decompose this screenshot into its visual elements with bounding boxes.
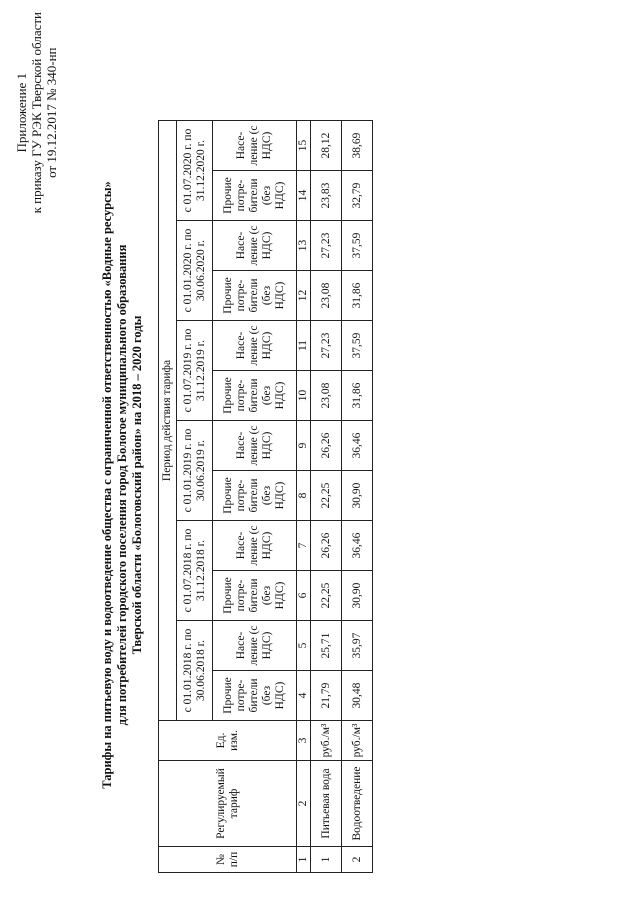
table-row [342, 121, 373, 873]
appendix-block [14, 12, 59, 213]
tariff-value: 27,23 [311, 221, 342, 271]
row-unit: руб./м³ [311, 721, 342, 761]
period-header: с 01.01.2020 г. по 30.06.2020 г. [177, 221, 213, 321]
column-number: 7 [297, 521, 311, 571]
tariff-value: 30,48 [342, 671, 373, 721]
tariff-value: 32,79 [342, 171, 373, 221]
tariff-value: 22,25 [311, 471, 342, 521]
column-number: 12 [297, 271, 311, 321]
subheader-population: Насе- ление (с НДС) [213, 221, 297, 271]
tariff-value: 38,69 [342, 121, 373, 171]
period-header: с 01.07.2020 г. по 31.12.2020 г. [177, 121, 213, 221]
tariff-value: 21,79 [311, 671, 342, 721]
column-number: 10 [297, 371, 311, 421]
row-number: 2 [342, 847, 373, 873]
subheader-other: Прочие потре- бители (без НДС) [213, 371, 297, 421]
tariff-value: 30,90 [342, 471, 373, 521]
title-line-2: для потребителей городского поселения город Бологое муниципального образования [115, 244, 129, 726]
tariffs-table [158, 120, 373, 873]
column-number: 3 [297, 721, 311, 761]
period-header: с 01.07.2018 г. по 31.12.2018 г. [177, 521, 213, 621]
header-period: Период действия тарифа [159, 121, 177, 721]
subheader-other: Прочие потре- бители (без НДС) [213, 471, 297, 521]
row-number: 1 [311, 847, 342, 873]
title-line-1: Тарифы на питьевую воду и водоотведение общества с ограниченной ответственностью «Водные ресурсы» [100, 181, 114, 789]
column-number: 1 [297, 847, 311, 873]
header-unit: Ед. изм. [159, 721, 297, 761]
tariff-value: 23,83 [311, 171, 342, 221]
subheader-population: Насе- ление (с НДС) [213, 521, 297, 571]
column-number: 6 [297, 571, 311, 621]
tariff-value: 37,59 [342, 221, 373, 271]
appendix-line-3: от 19.12.2017 № 340-нп [44, 47, 59, 178]
tariff-value: 31,86 [342, 371, 373, 421]
tariff-value: 26,26 [311, 421, 342, 471]
row-tariff-name: Водоотведение [342, 761, 373, 847]
tariff-value: 26,26 [311, 521, 342, 571]
tariff-value: 22,25 [311, 571, 342, 621]
tariff-value: 23,08 [311, 271, 342, 321]
appendix-line-2: к приказу ГУ РЭК Тверской области [29, 12, 44, 214]
tariff-value: 36,46 [342, 521, 373, 571]
tariff-value: 23,08 [311, 371, 342, 421]
tariff-value: 28,12 [311, 121, 342, 171]
column-number: 9 [297, 421, 311, 471]
column-number: 5 [297, 621, 311, 671]
title-line-3: Тверской области «Бологовский район» на 2018 – 2020 годы [130, 315, 144, 655]
column-number: 14 [297, 171, 311, 221]
subheader-population: Насе- ление (с НДС) [213, 121, 297, 171]
tariff-value: 36,46 [342, 421, 373, 471]
appendix-line-1: Приложение 1 [14, 72, 29, 153]
subheader-population: Насе- ление (с НДС) [213, 421, 297, 471]
tariff-value: 30,90 [342, 571, 373, 621]
column-number: 15 [297, 121, 311, 171]
subheader-other: Прочие потре- бители (без НДС) [213, 571, 297, 621]
column-number: 11 [297, 321, 311, 371]
row-tariff-name: Питьевая вода [311, 761, 342, 847]
document-title [100, 105, 145, 865]
column-number: 2 [297, 761, 311, 847]
tariff-value: 35,97 [342, 621, 373, 671]
tariff-value: 27,23 [311, 321, 342, 371]
column-number: 4 [297, 671, 311, 721]
period-header: с 01.07.2019 г. по 31.12.2019 г. [177, 321, 213, 421]
table-row [311, 121, 342, 873]
column-number: 8 [297, 471, 311, 521]
subheader-other: Прочие потре- бители (без НДС) [213, 271, 297, 321]
header-number: № п/п [159, 847, 297, 873]
subheader-population: Насе- ление (с НДС) [213, 321, 297, 371]
tariff-value: 37,59 [342, 321, 373, 371]
period-header: с 01.01.2018 г. по 30.06.2018 г. [177, 621, 213, 721]
subheader-population: Насе- ление (с НДС) [213, 621, 297, 671]
tariff-value: 31,86 [342, 271, 373, 321]
row-unit: руб./м³ [342, 721, 373, 761]
subheader-other: Прочие потре- бители (без НДС) [213, 671, 297, 721]
period-header: с 01.01.2019 г. по 30.06.2019 г. [177, 421, 213, 521]
header-tariff: Регулируемый тариф [159, 761, 297, 847]
tariff-value: 25,71 [311, 621, 342, 671]
column-number: 13 [297, 221, 311, 271]
subheader-other: Прочие потре- бители (без НДС) [213, 171, 297, 221]
column-numbers-row [297, 121, 311, 873]
